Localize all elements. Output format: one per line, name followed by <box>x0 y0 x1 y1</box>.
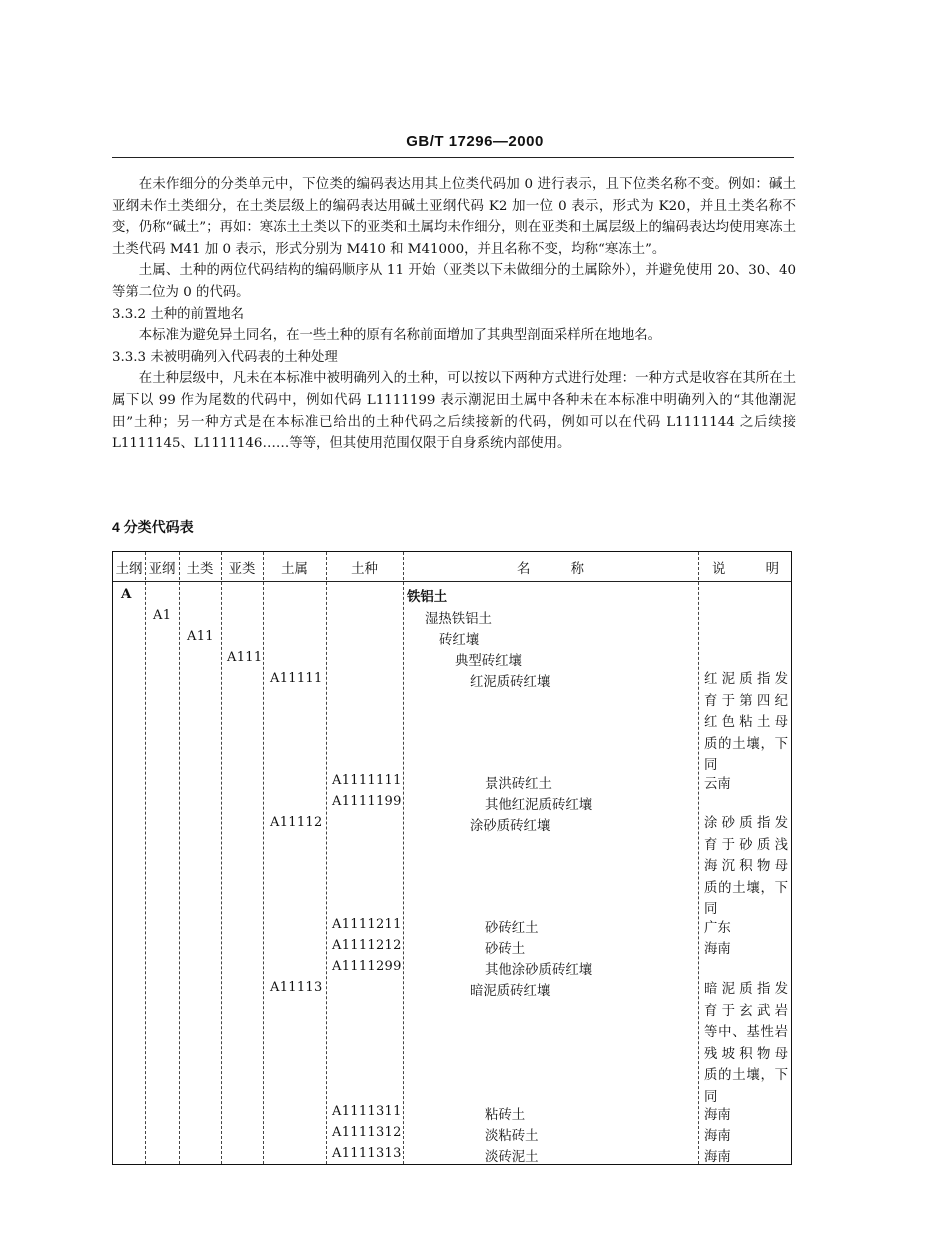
cell-tuzhong: A1111199 <box>332 794 402 809</box>
heading-3-3-3: 3.3.3 未被明确列入代码表的土种处理 <box>112 349 338 365</box>
note-line: 育于玄武岩 <box>704 1003 788 1019</box>
cell-note: 广东 <box>704 921 731 936</box>
cell-tugang: A <box>121 586 132 602</box>
cell-tushu: A11111 <box>270 671 323 686</box>
header-yagang: 亚纲 <box>148 562 176 577</box>
cell-note <box>704 813 788 921</box>
cell-note <box>704 669 788 777</box>
paragraph-uncategorized-units: 在未作细分的分类单元中，下位类的编码表达用其上位类代码加 0 进行表示，且下位类名称不变。例如：碱土亚纲未作土类细分，在土类层级上的编码表达用碱土亚纲代码 K2 加一位 0 表示，形式为 K20，并且土类名称不变，仍称“碱土”；再如：寒冻土土类以下的亚类和土属均未作细分，则在亚类和土属层级上的编码表达均使用寒冻土土类代码 M41 加 0 表示，形式分别为 M410 和 M41000，并且名称不变，均称“寒冻土”。 <box>112 177 796 257</box>
cell-name: 淡粘砖土 <box>485 1129 539 1144</box>
note-line: 育于砂质浅 <box>704 837 788 853</box>
cell-yalei: A111 <box>227 650 263 665</box>
document-code: GB/T 17296—2000 <box>406 133 544 150</box>
header-yalei: 亚类 <box>228 562 256 577</box>
paragraph-code-order: 土属、土种的两位代码结构的编码顺序从 11 开始（亚类以下未做细分的土属除外），并避免使用 20、30、40 等第二位为 0 的代码。 <box>112 263 796 300</box>
note-line: 红泥质指发 <box>704 672 788 687</box>
cell-name: 淡砖泥土 <box>485 1150 539 1165</box>
cell-name: 典型砖红壤 <box>455 654 522 669</box>
cell-note: 海南 <box>704 1108 731 1123</box>
body-text <box>112 174 796 455</box>
cell-name: 湿热铁铝土 <box>425 612 492 627</box>
section-4-title: 4 分类代码表 <box>112 519 194 535</box>
cell-note: 海南 <box>704 942 731 957</box>
cell-tuzhong: A1111313 <box>332 1146 402 1161</box>
column-divider <box>263 552 264 1164</box>
column-divider <box>698 552 699 1164</box>
paragraph-unlisted-soil-species: 在土种层级中，凡未在本标准中被明确列入的土种，可以按以下两种方式进行处理：一种方式是收容在其所在土属下以 99 作为尾数的代码中，例如代码 L1111199 表示潮泥田土属中各种未在本标准中明确列入的“其他潮泥田”土种；另一种方式是在本标准已给出的土种代码之后续接新的代码，例如可以在代码 L1111144 之后续接 L1111145、L1111146……等等，但其使用范围仅限于自身系统内部使用。 <box>112 371 796 452</box>
cell-name: 涂砂质砖红壤 <box>470 819 551 834</box>
cell-yagang: A1 <box>153 608 172 623</box>
column-divider <box>221 552 222 1164</box>
cell-tuzhong: A1111212 <box>332 938 402 953</box>
note-line: 等中、基性岩 <box>704 1025 788 1041</box>
note-line: 同 <box>704 758 718 774</box>
column-divider <box>403 552 404 1164</box>
header-divider <box>113 581 791 582</box>
header-tushu: 土属 <box>281 562 308 577</box>
note-line: 暗泥质指发 <box>704 982 788 997</box>
column-divider <box>145 552 146 1164</box>
note-line: 红色粘土母 <box>704 715 788 731</box>
cell-tushu: A11112 <box>270 815 323 830</box>
cell-name: 砂砖红土 <box>485 921 539 936</box>
header-tuzhong: 土种 <box>351 562 378 577</box>
header-note: 说 明 <box>712 562 779 577</box>
cell-tuzhong: A1111111 <box>332 773 402 788</box>
cell-note <box>704 979 788 1109</box>
cell-tuzhong: A1111312 <box>332 1125 402 1140</box>
cell-note: 云南 <box>704 777 731 792</box>
note-line: 育于第四纪 <box>704 693 788 709</box>
header-tugang: 土纲 <box>115 562 143 577</box>
note-line: 同 <box>704 902 718 918</box>
header-tulei: 土类 <box>186 562 214 577</box>
note-line: 质的土壤，下 <box>704 736 788 752</box>
cell-tushu: A11113 <box>270 980 323 995</box>
header-name: 名 称 <box>517 562 584 577</box>
cell-note: 海南 <box>704 1129 731 1144</box>
note-line: 质的土壤，下 <box>704 880 788 896</box>
cell-tulei: A11 <box>187 629 214 644</box>
cell-name: 其他红泥质砖红壤 <box>485 798 593 813</box>
cell-name: 红泥质砖红壤 <box>470 675 551 690</box>
cell-name: 砖红壤 <box>439 633 480 648</box>
note-line: 海沉积物母 <box>704 859 788 875</box>
cell-name: 铁铝土 <box>407 589 448 605</box>
note-line: 残坡积物母 <box>704 1046 788 1062</box>
cell-note: 海南 <box>704 1150 731 1165</box>
column-divider <box>179 552 180 1164</box>
note-line: 质的土壤，下 <box>704 1068 788 1084</box>
cell-tuzhong: A1111311 <box>332 1104 402 1119</box>
heading-3-3-2: 3.3.2 土种的前置地名 <box>112 306 245 322</box>
cell-name: 景洪砖红土 <box>485 777 552 792</box>
column-divider <box>326 552 327 1164</box>
cell-name: 其他涂砂质砖红壤 <box>485 963 593 978</box>
cell-name: 暗泥质砖红壤 <box>470 984 551 999</box>
header-rule <box>112 157 794 158</box>
cell-tuzhong: A1111211 <box>332 917 402 932</box>
paragraph-place-names: 本标准为避免异土同名，在一些土种的原有名称前面增加了其典型剖面采样所在地地名。 <box>138 328 662 344</box>
cell-name: 粘砖土 <box>485 1108 526 1123</box>
classification-code-table <box>112 551 792 1165</box>
note-line: 涂砂质指发 <box>704 816 788 831</box>
note-line: 同 <box>704 1089 718 1105</box>
cell-name: 砂砖土 <box>485 942 526 957</box>
cell-tuzhong: A1111299 <box>332 959 402 974</box>
